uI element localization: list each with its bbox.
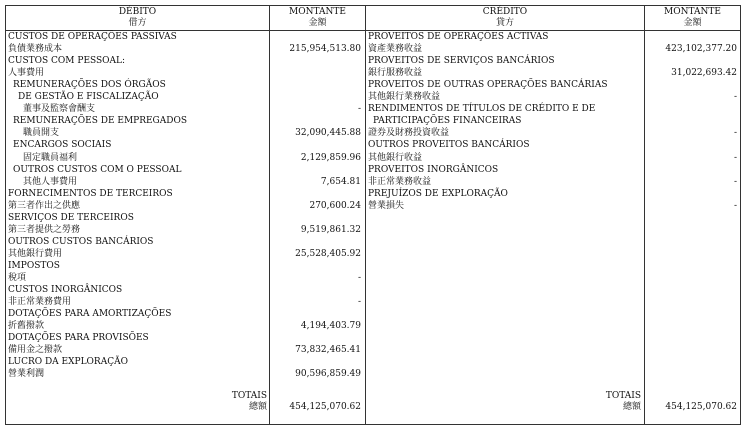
debit-row-label: LUCRO DA EXPLORAÇÃO <box>8 357 128 368</box>
debit-row-amount: 25,528,405.92 <box>295 248 361 259</box>
debit-row-label: 營業利潤 <box>8 369 45 380</box>
credit-row-label: 證券及財務投資收益 <box>368 128 450 139</box>
debit-row-label: SERVIÇOS DE TERCEIROS <box>8 212 134 223</box>
debit-total: 454,125,070.62 <box>289 402 361 412</box>
credit-row-label: PROVEITOS DE OUTRAS OPERAÇÕES BANCÁRIAS <box>368 80 608 91</box>
debit-row-amount: 73,832,465.41 <box>295 345 361 356</box>
debit-row-amount: 32,090,445.88 <box>295 128 361 139</box>
credit-row-amount: - <box>733 200 737 211</box>
totals-label-zh: 總額 <box>248 402 267 412</box>
credit-total: 454,125,070.62 <box>665 402 737 412</box>
credit-header-zh: 貸方 <box>495 18 514 28</box>
debit-row-label: 折舊撥款 <box>8 321 45 332</box>
credit-row-label: PROVEITOS DE OPERAÇÕES ACTIVAS <box>368 32 549 42</box>
credit-row-label: PARTICIPAÇÕES FINANCEIRAS <box>373 116 522 127</box>
debit-row-label: ENCARGOS SOCIAIS <box>13 140 112 151</box>
debit-header <box>5 7 270 29</box>
credit-row-label: RENDIMENTOS DE TÍTULOS DE CRÉDITO E DE <box>368 104 596 115</box>
debit-row-label: 稅項 <box>8 273 27 283</box>
debit-amount-header-zh: 金額 <box>308 18 327 28</box>
credit-totals-label <box>575 391 641 413</box>
debit-row-amount: 4,194,403.79 <box>300 321 361 332</box>
debit-row-label: OUTROS CUSTOS BANCÁRIOS <box>8 236 154 247</box>
debit-row-label: CUSTOS DE OPERAÇÕES PASSIVAS <box>8 32 177 42</box>
debit-row-label: 人事費用 <box>8 68 45 79</box>
credit-row-amount: - <box>733 128 737 139</box>
debit-row-amount: - <box>357 104 361 115</box>
totals-label-zh: 總額 <box>622 402 641 412</box>
credit-row-label: PROVEITOS INORGÂNICOS <box>368 164 499 175</box>
profit-loss-statement <box>5 5 741 425</box>
totals-label-pt: TOTAIS <box>605 391 641 401</box>
debit-amount-column-box <box>269 5 366 425</box>
debit-header-pt: DÉBITO <box>118 7 157 17</box>
credit-row-amount: - <box>733 152 737 163</box>
debit-row-amount: 2,129,859.96 <box>300 152 361 163</box>
debit-row-label: REMUNERAÇÕES DOS ÓRGÃOS <box>13 80 166 91</box>
debit-row-label: DOTAÇÕES PARA AMORTIZAÇÕES <box>8 309 172 320</box>
debit-row-label: REMUNERAÇÕES DE EMPREGADOS <box>13 116 188 127</box>
credit-row-label: 其他銀行收益 <box>368 152 423 163</box>
debit-header-zh: 借方 <box>128 18 147 28</box>
credit-row-label: 其他銀行業務收益 <box>368 92 441 103</box>
credit-row-label: PREJUÍZOS DE EXPLORAÇÃO <box>368 188 508 199</box>
debit-row-amount: 215,954,513.80 <box>289 44 361 55</box>
debit-row-amount: - <box>357 273 361 283</box>
credit-row-label: 資產業務收益 <box>368 44 423 55</box>
debit-totals-label <box>205 391 267 413</box>
credit-amount-header-zh: 金額 <box>683 18 702 28</box>
debit-row-label: 固定職員福利 <box>23 152 78 163</box>
debit-amount-header-pt: MONTANTE <box>289 7 346 17</box>
debit-row-label: 備用金之撥款 <box>8 345 63 356</box>
debit-row-label: DOTAÇÕES PARA PROVISÕES <box>8 333 149 344</box>
credit-row-amount: - <box>733 92 737 103</box>
credit-row-amount: 423,102,377.20 <box>665 44 737 55</box>
debit-row-label: 董事及監察會酬支 <box>23 104 96 115</box>
debit-row-label: OUTROS CUSTOS COM O PESSOAL <box>13 164 182 175</box>
totals-label-pt: TOTAIS <box>231 391 267 401</box>
debit-row-label: CUSTOS COM PESSOAL: <box>8 56 126 67</box>
credit-amount-header-pt: MONTANTE <box>664 7 721 17</box>
debit-row-amount: 270,600.24 <box>309 200 361 211</box>
credit-header-pt: CRÉDITO <box>482 7 528 17</box>
debit-row-amount: - <box>357 297 361 308</box>
debit-row-label: 其他人事費用 <box>23 176 78 187</box>
credit-row-label: 營業損失 <box>368 200 405 211</box>
credit-amount-header <box>644 7 741 29</box>
credit-row-label: PROVEITOS DE SERVIÇOS BANCÁRIOS <box>368 56 555 67</box>
debit-row-label: 職員開支 <box>23 128 60 139</box>
debit-row-label: CUSTOS INORGÂNICOS <box>8 285 123 296</box>
credit-row-label: 銀行服務收益 <box>368 68 423 79</box>
debit-row-label: DE GESTÃO E FISCALIZAÇÃO <box>18 92 159 103</box>
debit-amount-header <box>269 7 366 29</box>
credit-header <box>365 7 645 29</box>
debit-row-label: 負債業務成本 <box>8 44 63 55</box>
credit-row-label: OUTROS PROVEITOS BANCÁRIOS <box>368 140 530 151</box>
debit-row-amount: 7,654.81 <box>320 176 361 187</box>
debit-row-amount: 9,519,861.32 <box>300 224 361 235</box>
debit-row-label: 非正常業務費用 <box>8 297 72 308</box>
debit-row-label: FORNECIMENTOS DE TERCEIROS <box>8 188 173 199</box>
credit-row-amount: 31,022,693.42 <box>671 68 737 79</box>
credit-row-amount: - <box>733 176 737 187</box>
debit-row-label: 其他銀行費用 <box>8 248 63 259</box>
credit-row-label: 非正常業務收益 <box>368 176 432 187</box>
debit-row-label: IMPOSTOS <box>8 260 60 271</box>
debit-row-label: 第三者作出之供應 <box>8 200 81 211</box>
debit-row-label: 第三者提供之勞務 <box>8 224 81 235</box>
debit-row-amount: 90,596,859.49 <box>295 369 361 380</box>
